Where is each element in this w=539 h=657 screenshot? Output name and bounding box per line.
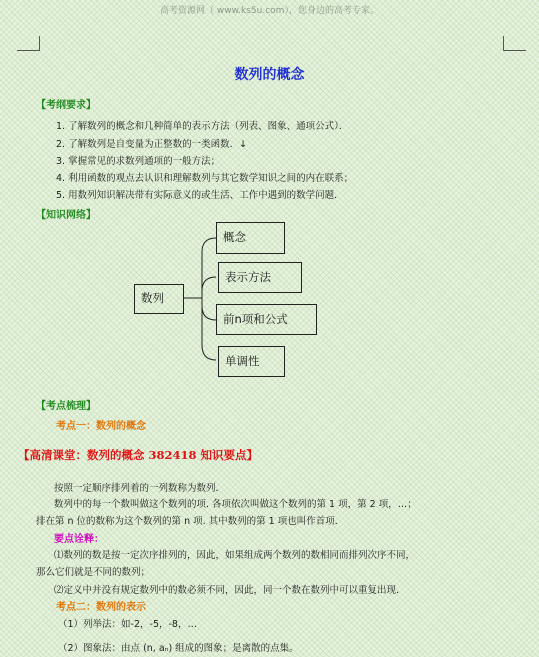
knowledge-network-heading: 【知识网络】	[36, 210, 96, 221]
requirement-item: 4. 利用函数的观点去认识和理解数列与其它数学知识之间的内在联系；	[56, 173, 354, 184]
requirement-item: 5. 用数列知识解决带有实际意义的或生活、工作中遇到的数学问题．	[56, 190, 344, 201]
requirement-item: 2. 了解数列是自变量为正整数的一类函数．↓	[56, 139, 248, 150]
method-graph: （2）图象法：由点 (n, aₙ) 组成的图象；是离散的点集。	[58, 643, 299, 654]
banner-heading: 【高清课堂：数列的概念 382418 知识要点】	[18, 448, 259, 462]
diagram-node-label: 单调性	[225, 353, 260, 368]
diagram-node-sum-formula	[216, 304, 317, 335]
point-two-heading: 考点二：数列的表示	[56, 602, 146, 613]
diagram-root-node	[134, 284, 184, 314]
point-one-heading: 考点一：数列的概念	[56, 421, 146, 432]
requirement-item: 3. 掌握常见的求数列通项的一般方法；	[56, 156, 221, 167]
diagram-node-concept	[216, 222, 285, 254]
terms-paragraph-line1: 数列中的每一个数叫做这个数列的项. 各项依次叫做这个数列的第 1 项，第 2 项，…；	[54, 499, 417, 510]
requirement-item: 1. 了解数列的概念和几种简单的表示方法（列表、图象、通项公式）．	[56, 121, 349, 132]
terms-paragraph-line2: 排在第 n 位的数称为这个数列的第 n 项. 其中数列的第 1 项也叫作首项．	[36, 516, 345, 527]
diagram-node-label: 概念	[223, 230, 246, 245]
notes-heading: 要点诠释：	[54, 534, 104, 545]
header-note: 高考资源网（ www.ks5u.com），您身边的高考专家。	[160, 6, 379, 16]
note-one-line2: 那么它们就是不同的数列；	[36, 567, 151, 578]
requirements-heading: 【考纲要求】	[36, 100, 96, 111]
review-heading: 【考点梳理】	[36, 401, 96, 412]
diagram-node-monotonicity	[218, 346, 285, 377]
diagram-root-label: 数列	[141, 291, 164, 306]
method-listing: （1）列举法：如-2，-5，-8，…	[58, 619, 197, 630]
diagram-node-representation	[218, 262, 302, 293]
note-one-line1: ⑴数列的数是按一定次序排列的，因此，如果组成两个数列的数相同而排列次序不同，	[54, 550, 416, 561]
definition-paragraph: 按照一定顺序排列着的一列数称为数列．	[54, 483, 226, 494]
page-title: 数列的概念	[234, 67, 305, 83]
note-two: ⑵定义中并没有规定数列中的数必须不同，因此，同一个数在数列中可以重复出现．	[54, 585, 406, 596]
diagram-node-label: 前n项和公式	[223, 311, 288, 326]
diagram-node-label: 表示方法	[225, 269, 271, 284]
